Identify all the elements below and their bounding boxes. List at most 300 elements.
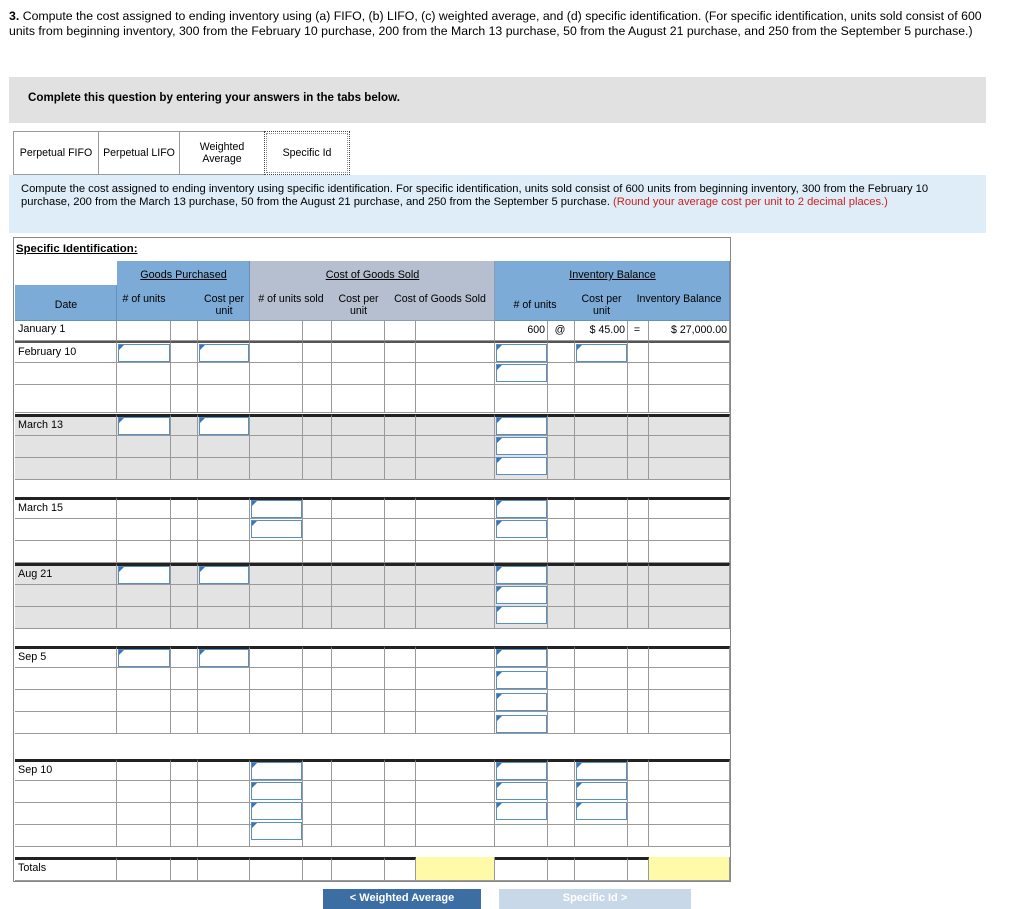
table-cell (332, 414, 385, 436)
table-cell (171, 341, 198, 363)
balance-cost-input[interactable] (576, 344, 627, 362)
table-cell (250, 607, 303, 629)
tab-weighted-average[interactable]: Weighted Average (179, 131, 265, 175)
table-cell (303, 563, 332, 585)
table-cell (117, 458, 171, 480)
table-cell (649, 436, 730, 458)
balance-units-input[interactable] (496, 586, 547, 604)
table-cell (198, 825, 250, 847)
table-cell (117, 497, 171, 519)
balance-units-input[interactable] (496, 715, 547, 733)
table-cell (117, 690, 171, 712)
group-cost-of-goods-sold: Cost of Goods Sold (325, 269, 420, 281)
next-tab-button[interactable]: Specific Id > (499, 889, 691, 909)
table-cell (548, 712, 575, 734)
table-cell (416, 668, 495, 690)
purchase-units-input[interactable] (118, 566, 170, 584)
table-cell (575, 497, 628, 519)
table-cell (171, 690, 198, 712)
table-cell (649, 781, 730, 803)
table-cell (575, 646, 628, 668)
table-cell (385, 341, 416, 363)
table-cell (303, 585, 332, 607)
col-sold-cost: Cost per unit (338, 293, 379, 317)
table-cell (303, 385, 332, 413)
table-cell (332, 497, 385, 519)
table-cell (198, 541, 250, 563)
table-cell (385, 759, 416, 781)
table-cell (385, 803, 416, 825)
table-cell (628, 646, 649, 668)
table-cell (15, 519, 117, 541)
table-cell (575, 607, 628, 629)
table-cell (198, 497, 250, 519)
date-mar13: March 13 (18, 419, 64, 431)
date-sep10: Sep 10 (18, 764, 53, 776)
table-cell (117, 585, 171, 607)
table-cell (548, 341, 575, 363)
table-cell (385, 385, 416, 413)
table-cell (332, 585, 385, 607)
table-cell (303, 541, 332, 563)
balance-cost-input[interactable] (576, 762, 627, 780)
tab-specific-id[interactable]: Specific Id (264, 131, 350, 175)
table-cell (385, 563, 416, 585)
table-cell (628, 781, 649, 803)
table-cell (117, 607, 171, 629)
table-cell (649, 458, 730, 480)
balance-units-input[interactable] (496, 520, 547, 538)
table-cell (250, 436, 303, 458)
table-cell (303, 712, 332, 734)
table-cell (416, 321, 495, 341)
balance-units-input[interactable] (496, 649, 547, 667)
table-cell (250, 321, 303, 341)
table-cell (416, 781, 495, 803)
table-cell (628, 363, 649, 385)
balance-units-input[interactable] (496, 417, 547, 435)
table-cell (649, 497, 730, 519)
table-cell (548, 363, 575, 385)
table-cell (15, 363, 117, 385)
table-cell (649, 341, 730, 363)
table-cell (575, 668, 628, 690)
col-cogs-total: Cost of Goods Sold (394, 293, 486, 305)
table-cell (628, 668, 649, 690)
purchase-units-input[interactable] (118, 417, 170, 435)
table-cell (15, 690, 117, 712)
table-cell (250, 458, 303, 480)
table-cell (628, 585, 649, 607)
table-cell (332, 385, 385, 413)
balance-units-input[interactable] (496, 437, 547, 455)
table-cell (548, 668, 575, 690)
table-cell (117, 363, 171, 385)
table-cell (332, 341, 385, 363)
balance-cost-input[interactable] (576, 782, 627, 800)
table-cell (303, 825, 332, 847)
table-cell (250, 414, 303, 436)
balance-units-input[interactable] (496, 762, 547, 780)
table-cell (649, 607, 730, 629)
inventory-total-cell (649, 857, 730, 881)
table-cell (171, 585, 198, 607)
table-cell (171, 321, 198, 341)
table-cell (416, 385, 495, 413)
date-totals: Totals (18, 862, 47, 874)
table-cell (198, 803, 250, 825)
table-cell (649, 414, 730, 436)
table-cell (548, 646, 575, 668)
table-cell (385, 690, 416, 712)
table-cell (385, 458, 416, 480)
table-cell (303, 458, 332, 480)
sold-units-input[interactable] (251, 782, 302, 800)
table-cell (649, 585, 730, 607)
table-cell (416, 690, 495, 712)
table-cell (332, 668, 385, 690)
table-cell (332, 803, 385, 825)
table-cell (171, 759, 198, 781)
balance-cost-input[interactable] (576, 802, 627, 820)
jan-cost-per-unit: $ 45.00 (589, 324, 625, 336)
table-cell (198, 857, 250, 881)
table-cell (628, 436, 649, 458)
table-cell (575, 712, 628, 734)
table-cell (416, 825, 495, 847)
table-cell (416, 563, 495, 585)
table-cell (332, 436, 385, 458)
jan-at-sign: @ (554, 324, 566, 336)
col-purchased-units: # of units (122, 293, 166, 305)
table-cell (385, 519, 416, 541)
table-cell (495, 825, 548, 847)
table-cell (628, 712, 649, 734)
table-cell (15, 607, 117, 629)
table-cell (649, 668, 730, 690)
table-cell (171, 497, 198, 519)
table-cell (171, 825, 198, 847)
table-cell (198, 668, 250, 690)
balance-units-input[interactable] (496, 364, 547, 382)
table-cell (171, 363, 198, 385)
table-cell (332, 607, 385, 629)
table-cell (332, 458, 385, 480)
table-cell (171, 781, 198, 803)
table-cell (15, 712, 117, 734)
table-cell (548, 781, 575, 803)
question-text (9, 9, 1009, 38)
col-date: Date (54, 299, 78, 311)
col-balance-units: # of units (513, 299, 557, 311)
balance-units-input[interactable] (496, 566, 547, 584)
table-cell (332, 825, 385, 847)
table-cell (303, 497, 332, 519)
table-cell (332, 857, 385, 881)
table-cell (575, 541, 628, 563)
purchase-units-input[interactable] (118, 344, 170, 362)
table-cell (117, 712, 171, 734)
jan-equals: = (633, 324, 641, 336)
table-cell (548, 436, 575, 458)
table-cell (628, 607, 649, 629)
table-cell (575, 519, 628, 541)
table-cell (198, 712, 250, 734)
table-cell (649, 519, 730, 541)
table-cell (416, 519, 495, 541)
table-cell (385, 857, 416, 881)
instructions-banner (9, 77, 986, 123)
table-cell (628, 414, 649, 436)
table-cell (15, 541, 117, 563)
col-purchased-cost: Cost per unit (203, 293, 245, 317)
table-cell (548, 857, 575, 881)
table-cell (548, 458, 575, 480)
table-cell (250, 712, 303, 734)
table-cell (171, 385, 198, 413)
table-cell (117, 759, 171, 781)
balance-units-input[interactable] (496, 606, 547, 624)
table-cell (332, 690, 385, 712)
tab-bar (13, 131, 350, 175)
table-cell (385, 414, 416, 436)
jan-units: 600 (527, 324, 545, 336)
table-cell (250, 668, 303, 690)
table-cell (303, 321, 332, 341)
purchase-cost-input[interactable] (199, 566, 249, 584)
table-cell (416, 341, 495, 363)
table-cell (385, 497, 416, 519)
table-cell (385, 541, 416, 563)
table-cell (250, 385, 303, 413)
table-cell (495, 541, 548, 563)
balance-units-input[interactable] (496, 344, 547, 362)
table-cell (303, 803, 332, 825)
table-cell (171, 519, 198, 541)
table-cell (198, 690, 250, 712)
table-cell (548, 690, 575, 712)
table-cell (385, 363, 416, 385)
tab-perpetual-fifo[interactable]: Perpetual FIFO (13, 131, 99, 175)
cogs-total-cell (416, 857, 495, 881)
purchase-cost-input[interactable] (199, 649, 249, 667)
table-cell (303, 690, 332, 712)
sold-units-input[interactable] (251, 762, 302, 780)
table-cell (117, 385, 171, 413)
date-aug: Aug 21 (18, 568, 53, 580)
table-cell (385, 712, 416, 734)
table-cell (198, 363, 250, 385)
balance-units-input[interactable] (496, 457, 547, 475)
table-cell (171, 607, 198, 629)
table-cell (117, 541, 171, 563)
table-cell (250, 341, 303, 363)
table-cell (250, 563, 303, 585)
table-cell (303, 341, 332, 363)
table-cell (548, 607, 575, 629)
table-cell (171, 563, 198, 585)
table-cell (15, 803, 117, 825)
table-cell (628, 341, 649, 363)
table-cell (548, 497, 575, 519)
table-cell (416, 497, 495, 519)
table-cell (548, 414, 575, 436)
sold-units-input[interactable] (251, 500, 302, 518)
table-cell (628, 385, 649, 413)
table-cell (171, 541, 198, 563)
sold-units-input[interactable] (251, 520, 302, 538)
table-cell (303, 857, 332, 881)
table-cell (575, 585, 628, 607)
table-cell (303, 363, 332, 385)
table-cell (649, 825, 730, 847)
specific-id-worksheet (13, 237, 731, 882)
table-cell (385, 436, 416, 458)
table-cell (171, 414, 198, 436)
table-cell (303, 519, 332, 541)
table-cell (575, 690, 628, 712)
table-cell (385, 781, 416, 803)
table-cell (649, 563, 730, 585)
table-cell (332, 712, 385, 734)
date-sep5: Sep 5 (18, 651, 47, 663)
table-cell (171, 857, 198, 881)
table-cell (198, 607, 250, 629)
balance-units-input[interactable] (496, 671, 547, 689)
table-cell (628, 497, 649, 519)
table-cell (332, 519, 385, 541)
table-cell (332, 321, 385, 341)
table-cell (649, 646, 730, 668)
table-cell (548, 803, 575, 825)
table-cell (332, 541, 385, 563)
table-cell (198, 385, 250, 413)
balance-units-input[interactable] (496, 802, 547, 820)
table-cell (250, 857, 303, 881)
table-cell (548, 385, 575, 413)
table-cell (575, 825, 628, 847)
table-cell (303, 759, 332, 781)
table-cell (171, 668, 198, 690)
table-cell (548, 563, 575, 585)
date-feb: February 10 (18, 346, 77, 358)
table-cell (649, 803, 730, 825)
table-cell (628, 759, 649, 781)
jan-balance: $ 27,000.00 (671, 324, 727, 336)
table-cell (416, 363, 495, 385)
table-cell (385, 668, 416, 690)
table-cell (628, 563, 649, 585)
table-cell (385, 321, 416, 341)
col-balance-cost: Cost per unit (581, 293, 622, 317)
table-cell (649, 363, 730, 385)
table-cell (416, 541, 495, 563)
worksheet-title: Specific Identification: (16, 243, 138, 255)
table-cell (649, 541, 730, 563)
table-cell (385, 825, 416, 847)
table-cell (117, 321, 171, 341)
sold-units-input[interactable] (251, 822, 302, 840)
table-cell (171, 646, 198, 668)
table-cell (575, 857, 628, 881)
table-cell (575, 414, 628, 436)
table-cell (15, 436, 117, 458)
table-cell (649, 712, 730, 734)
table-cell (303, 436, 332, 458)
table-cell (548, 759, 575, 781)
table-cell (303, 414, 332, 436)
table-cell (628, 857, 649, 881)
table-cell (416, 414, 495, 436)
table-cell (385, 585, 416, 607)
table-cell (385, 646, 416, 668)
table-cell (416, 458, 495, 480)
table-cell (649, 690, 730, 712)
table-cell (303, 781, 332, 803)
balance-units-input[interactable] (496, 782, 547, 800)
table-cell (628, 519, 649, 541)
purchase-units-input[interactable] (118, 649, 170, 667)
table-cell (198, 519, 250, 541)
table-cell (495, 857, 548, 881)
table-cell (303, 646, 332, 668)
table-cell (575, 563, 628, 585)
table-cell (332, 646, 385, 668)
rounding-note: (Round your average cost per unit to 2 decimal places.) (613, 196, 888, 208)
date-mar15: March 15 (18, 502, 64, 514)
table-cell (15, 385, 117, 413)
purchase-cost-input[interactable] (199, 417, 249, 435)
balance-units-input[interactable] (496, 693, 547, 711)
table-cell (332, 781, 385, 803)
banner-text: Complete this question by entering your answers in the tabs below. (28, 91, 400, 104)
table-cell (15, 585, 117, 607)
table-cell (332, 363, 385, 385)
table-cell (250, 363, 303, 385)
table-cell (303, 607, 332, 629)
prev-tab-button[interactable]: < Weighted Average (323, 889, 481, 909)
question-body: Compute the cost assigned to ending inventory using (a) FIFO, (b) LIFO, (c) weighted average, and (d) specific identification. (For specific identification, units sold consist of 600 units from beginning inventory, 300 from the February 10 purchase, 200 from the March 13 purchase, 50 from the August 21 purchase, and 250 from the September 5 purchase.) (9, 9, 982, 38)
table-cell (117, 825, 171, 847)
table-cell (575, 363, 628, 385)
table-cell (198, 781, 250, 803)
table-cell (15, 668, 117, 690)
table-cell (332, 759, 385, 781)
table-cell (15, 825, 117, 847)
purchase-cost-input[interactable] (199, 344, 249, 362)
sold-units-input[interactable] (251, 802, 302, 820)
col-balance-total: Inventory Balance (636, 293, 722, 305)
table-cell (548, 825, 575, 847)
table-cell (628, 458, 649, 480)
table-cell (495, 385, 548, 413)
table-cell (117, 519, 171, 541)
instructions-panel (9, 175, 986, 233)
table-cell (171, 436, 198, 458)
table-cell (575, 458, 628, 480)
table-cell (628, 803, 649, 825)
col-sold-units: # of units sold (258, 293, 324, 305)
balance-units-input[interactable] (496, 500, 547, 518)
table-cell (649, 759, 730, 781)
tab-perpetual-lifo[interactable]: Perpetual LIFO (98, 131, 180, 175)
table-cell (171, 712, 198, 734)
table-cell (548, 585, 575, 607)
table-cell (628, 690, 649, 712)
table-cell (416, 436, 495, 458)
table-cell (198, 321, 250, 341)
table-cell (198, 458, 250, 480)
